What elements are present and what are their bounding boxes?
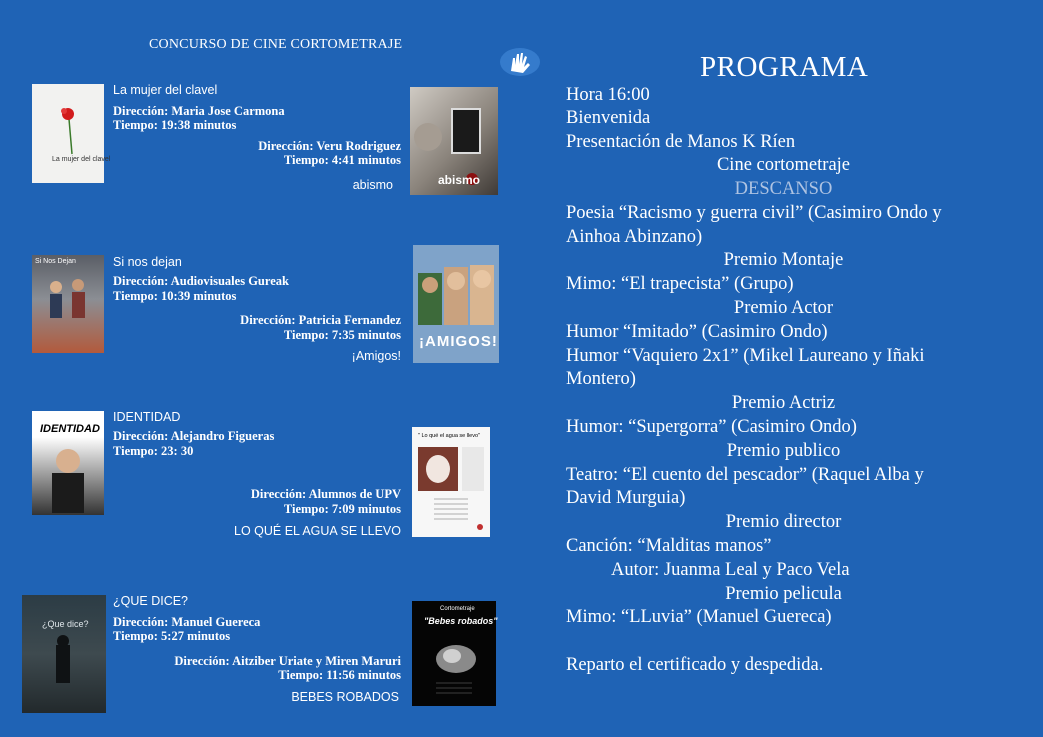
program-award: Premio pelicula: [725, 584, 842, 604]
program-line: Poesia “Racismo y guerra civil” (Casimiro Ondo y: [566, 203, 942, 223]
program-line: Mimo: “LLuvia” (Manuel Guereca): [566, 607, 832, 627]
program-line: Mimo: “El trapecista” (Grupo): [566, 274, 794, 294]
poster-caption: ¿Que dice?: [42, 619, 89, 629]
program-award: Premio Actor: [733, 298, 834, 318]
film-director: Dirección: Maria Jose Carmona: [113, 104, 285, 118]
poster-caption: " Lo qué el agua se llevo": [418, 433, 481, 439]
film-director: Dirección: Veru Rodriguez: [258, 139, 401, 153]
poster-caption: Si Nos Dejan: [35, 258, 76, 265]
program-line: Presentación de Manos K Ríen: [566, 132, 796, 152]
program-title: PROGRAMA: [700, 51, 869, 83]
poster-caption: abismo: [438, 173, 481, 187]
film-title: Si nos dejan: [113, 255, 182, 269]
film-duration: Tiempo: 10:39 minutos: [113, 289, 237, 303]
program-award: Premio publico: [726, 441, 841, 461]
film-director: Dirección: Audiovisuales Gureak: [113, 274, 289, 288]
program-award: Premio Montaje: [723, 250, 844, 270]
film-duration: Tiempo: 5:27 minutos: [113, 629, 231, 643]
film-title: ¡Amigos!: [351, 349, 401, 363]
poster-bebes-robados: [412, 601, 496, 706]
program-section-heading: Cine cortometraje: [716, 155, 851, 175]
poster-que-dice: [22, 595, 106, 713]
film-duration: Tiempo: 4:41 minutos: [283, 153, 401, 167]
film-duration: Tiempo: 7:35 minutos: [283, 328, 401, 342]
program-line: Hora 16:00: [566, 85, 650, 105]
contest-header: CONCURSO DE CINE CORTOMETRAJE: [149, 37, 403, 52]
film-title: IDENTIDAD: [113, 410, 181, 424]
poster-caption: "Bebes robados": [424, 616, 498, 626]
film-title: ¿QUE DICE?: [113, 594, 189, 608]
program-break: DESCANSO: [734, 179, 833, 199]
film-duration: Tiempo: 23: 30: [113, 444, 194, 458]
film-title: La mujer del clavel: [113, 83, 218, 97]
program-line: Humor: “Supergorra” (Casimiro Ondo): [566, 417, 857, 437]
film-director: Dirección: Patricia Fernandez: [240, 313, 401, 327]
program-line: Canción: “Malditas manos”: [566, 536, 772, 556]
program-line: Autor: Juanma Leal y Paco Vela: [611, 560, 850, 580]
poster-abismo: [410, 87, 498, 195]
film-title: abismo: [352, 178, 393, 192]
program-line: Ainhoa Abinzano): [566, 227, 703, 247]
film-director: Dirección: Alumnos de UPV: [250, 487, 401, 501]
poster-caption-top: Cortometraje: [440, 606, 475, 612]
poster-la-mujer-del-clavel: [32, 84, 111, 183]
poster-caption: La mujer del clavel: [52, 156, 111, 163]
program-line: Reparto el certificado y despedida.: [566, 655, 824, 675]
poster-identidad: [32, 411, 104, 515]
film-director: Dirección: Alejandro Figueras: [113, 429, 275, 443]
hand-icon: [497, 45, 543, 79]
film-duration: Tiempo: 11:56 minutos: [278, 668, 401, 682]
poster-lo-que-el-agua-se-llevo: [412, 427, 490, 537]
poster-caption: ¡AMIGOS!: [419, 333, 498, 350]
poster-si-nos-dejan: [32, 255, 104, 353]
program-award: Premio director: [725, 512, 842, 532]
program-line: Teatro: “El cuento del pescador” (Raquel Alba y: [566, 465, 924, 485]
film-title: LO QUÉ EL AGUA SE LLEVO: [234, 524, 401, 538]
poster-caption: IDENTIDAD: [40, 423, 100, 435]
poster-amigos: [413, 245, 499, 363]
program-line: Humor “Imitado” (Casimiro Ondo): [566, 322, 828, 342]
program-line: Humor “Vaquiero 2x1” (Mikel Laureano y Iñaki: [566, 346, 925, 366]
program-award: Premio Actriz: [731, 393, 836, 413]
film-director: Dirección: Aitziber Uriate y Miren Maruri: [174, 654, 401, 668]
film-title: BEBES ROBADOS: [291, 690, 399, 704]
program-line: David Murguia): [566, 488, 686, 508]
film-duration: Tiempo: 7:09 minutos: [283, 502, 401, 516]
film-duration: Tiempo: 19:38 minutos: [113, 118, 237, 132]
program-line: Montero): [566, 369, 636, 389]
program-line: Bienvenida: [566, 108, 651, 128]
film-director: Dirección: Manuel Guereca: [113, 615, 261, 629]
